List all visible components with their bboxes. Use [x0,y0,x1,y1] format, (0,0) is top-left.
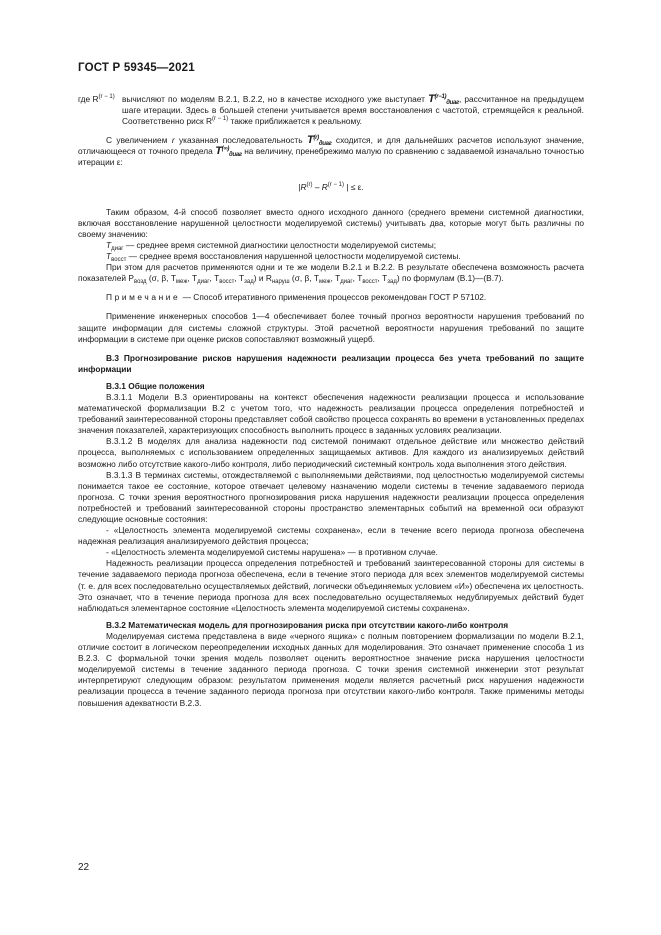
definition-t-vosst: $T_{восст}$ — среднее время восстановления нарушенной целостности моделируемой системы. [106,251,461,264]
page-number: 22 [78,862,90,873]
page-content [78,94,584,709]
paragraph-convergence: С увеличением r указанная последовательность $T^{(r)}_{диаг}$ сходится, и для дальнейших расчетов используют значение, отличающееся от точного предела $T^{(\infty)}_{диаг}$ на величину, пренебрежимо малую по сравнению с задаваемой изначально точностью итерации ε: [78,134,584,168]
paragraph-models-calculation: При этом для расчетов применяются одни и те же модели B.2.1 и B.2.2. В результате обеспечена возможность расчета показателей $P_{возд}$ (σ, β, $T_{меж}$, $T_{диаг}$, $T_{восст}$, $T_{зад}$) и $R_{наруш}$ (σ, β, $T_{меж}$, $T_{диаг}$, $T_{восст}$, $T_{зад}$) по формулам (B.1)—(B.7). [78,262,584,286]
where-label: где $R^{(r - 1)}$ [78,94,115,104]
note-label: Примечание [106,292,181,303]
paragraph-method4-summary: Таким образом, 4-й способ позволяет вместо одного исходного данного (среднего времени системной диагностики, включая восстановление нарушенной целостности моделируемой системы) учитывать два, которые могут быть различны по своему значению: [78,206,584,239]
t-diag-symbol: $T^{(r-1)}_{диаг}$ [428,93,459,106]
paragraph-b313: B.3.1.3 В терминах системы, отождествляемой с выполняемыми действиями, под целостностью моделируемой системы понимается такое ее состояние, которое отвечает целевому назначению модели системы в течение задаваемого периода прогноза. С точки зрения вероятностного прогнозирования риска нарушения надежности реализации процесса определения потребностей и требований заинтересованной стороны пространство элементарных событий на временной оси образуют следующие основные состояния: [78,469,584,524]
paragraph-b311: B.3.1.1 Модели B.3 ориентированы на контекст обеспечения надежности реализации процесса и использование математической формализации B.2 с учетом того, что надежность реализации процесса определения потребностей и требований заинтересованной стороны представляет собой свойство процесса сохранять во времени в установленных пределах значения показателей, характеризующих способность выполнить процесс в заданных условиях реализации. [78,391,584,436]
subsection-heading-b31: B.3.1 Общие положения [106,380,205,391]
formula-iteration-precision: $|R^{(r)} - R^{(r - 1)}$ | ≤ ε. [298,181,364,192]
subsection-heading-b32: B.3.2 Математическая модель для прогнозирования риска при отсутствии какого-либо контроля [106,619,509,630]
list-item: - «Целостность элемента моделируемой системы нарушена» — в противном случае. [106,547,438,558]
paragraph-where-r: где $R^{(r - 1)}$ вычисляют по моделям B.2.1, B.2.2, но в качестве исходного уже выступает $T^{(r-1)}_{диаг}$, рассчитанное на предыдущем шаге итерации. Здесь в большей степени учитывается время восстановления с частотой, стремящейся к реальной. Соответственно риск $R^{(r - 1)}$ также приближается к реальному. [78,93,584,127]
paragraph-methods-application: Применение инженерных способов 1—4 обеспечивает более точный прогноз вероятности нарушения требований по защите информации для системы сложной структуры. Этой расчетной вероятности нарушения требований по защите информации в системе при оценке рисков сопоставляют возможный ущерб. [78,311,584,344]
paragraph-b32: Моделируемая система представлена в виде «черного ящика» с полным повторением формализации по модели B.2.1, отличие состоит в логическом переопределении исходных данных для моделирования. Это означает применение способа 1 из B.2.3. С формальной точки зрения модель позволяет оценить вероятностное значение риска нарушения целостности моделируемой системы в течение заданного периода прогноза. С точки зрения системной инженерии этот результат интерпретируют следующим образом: результатом применения модели является расчетный риск нарушения надежности реализации процесса в течение заданного периода прогноза при отсутствии какого-либо контроля. Также применимы методы повышения адекватности B.2.3. [78,630,584,708]
note: Примечание — Способ итеративного применения процессов рекомендован ГОСТ Р 57102. [106,292,487,303]
definition-t-diag: $T_{диаг}$ — среднее время системной диагностики целостности моделируемой системы; [106,239,437,252]
list-item: - «Целостность элемента моделируемой системы сохранена», если в течение всего периода прогноза обеспечена надежная реализация анализируемого действия процесса; [78,525,584,547]
page-header-standard-id: ГОСТ Р 59345—2021 [78,62,195,74]
paragraph-reliability: Надежность реализации процесса определения потребностей и требований заинтересованной стороны для системы в течение задаваемого периода прогноза обеспечена, если в течение этого периода для всех элементов моделируемой системы (т. е. для всех последовательно осуществляемых действий, логически объединяемых условием «И») обеспечена их целостность. Это означает, что в течение периода прогноза для всех последовательно осуществляемых недублируемых действий будет наблюдаться элементарное состояние «Целостность элемента моделируемой системы сохранена». [78,558,584,613]
t-diag-limit-symbol: $T^{(\infty)}_{диаг}$ [215,145,242,159]
section-heading-b3: B.3 Прогнозирование рисков нарушения надежности реализации процесса без учета требований по защите информации [78,352,584,374]
t-diag-r-symbol: $T^{(r)}_{диаг}$ [306,134,332,148]
paragraph-b312: B.3.1.2 В моделях для анализа надежности под системой понимают отдельное действие или множество действий процесса, выполняемых с использованием определенных защищаемых активов. Для каждого из анализируемых действий возможно либо отсутствие какого-либо контроля, либо периодический системный контроль хода выполнения этого действия. [78,436,584,469]
